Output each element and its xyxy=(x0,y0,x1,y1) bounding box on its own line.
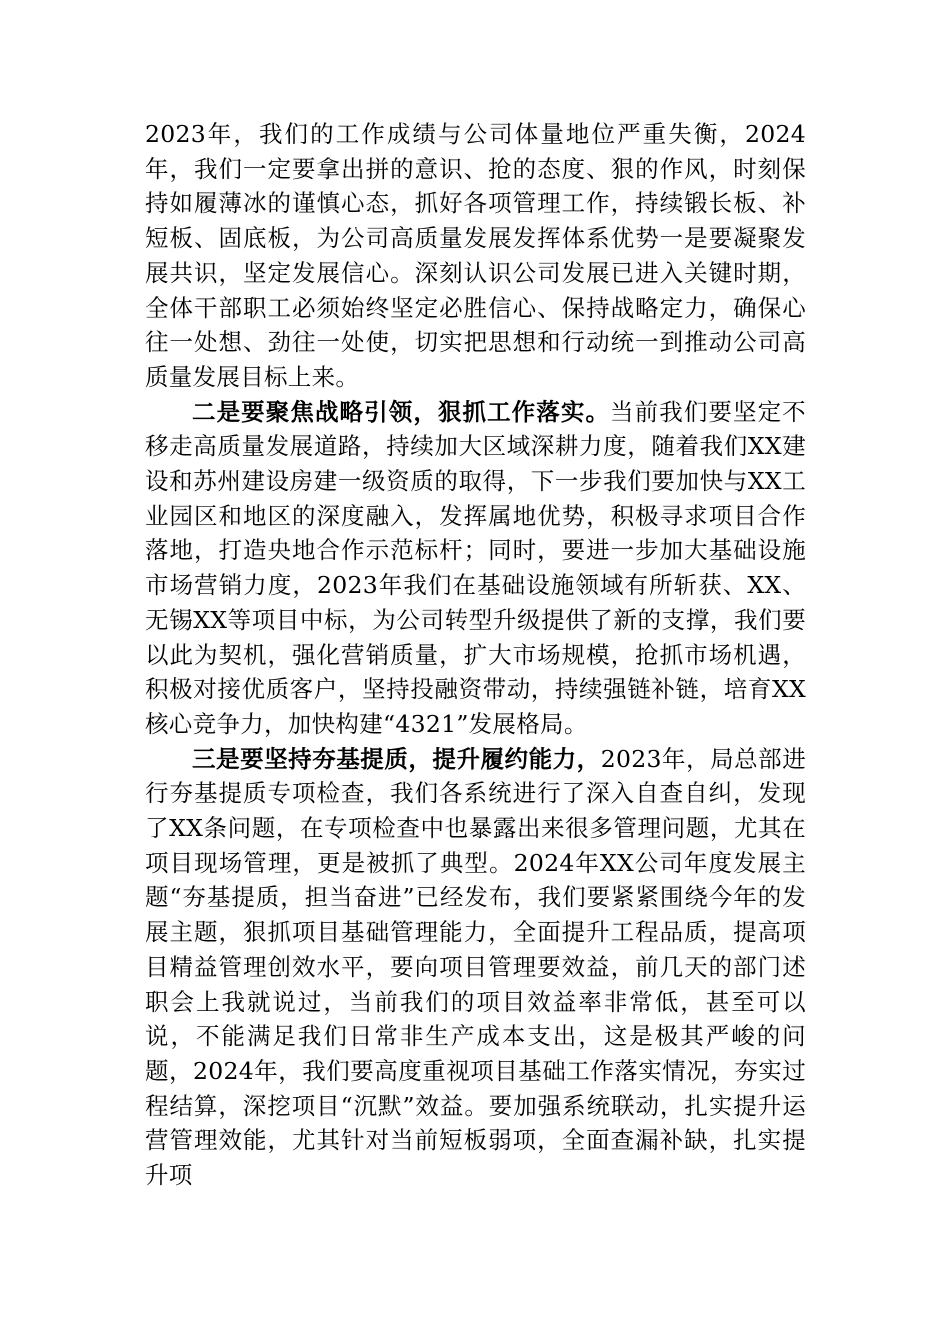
paragraph-intro-body: 2023年，我们的工作成绩与公司体量地位严重失衡，2024年，我们一定要拿出拼的意识、抢的态度、狠的作风，时刻保持如履薄冰的谨慎心态，抓好各项管理工作，持续锻长板、补短板、固底板，为公司高质量发展发挥体系优势一是要凝聚发展共识，坚定发展信心。深刻认识公司发展已进入关键时期，全体干部职工必须始终坚定必胜信心、保持战略定力，确保心往一处想、劲往一处使，切实把思想和行动统一到推动公司高质量发展目标上来。 xyxy=(145,120,806,391)
paragraph-strategy-heading: 二是要聚焦战略引领，狠抓工作落实。 xyxy=(192,397,611,426)
paragraph-quality-body: 2023年，局总部进行夯基提质专项检查，我们各系统进行了深入自查自纠，发现了XX条问题，在专项检查中也暴露出来很多管理问题，尤其在项目现场管理，更是被抓了典型。2024年XX公司年度发展主题“夯基提质，担当奋进”已经发布，我们要紧紧围绕今年的发展主题，狠抓项目基础管理能力，全面提升工程品质，提高项目精益管理创效水平，要向项目管理要效益，前几天的部门述职会上我就说过，当前我们的项目效益率非常低，甚至可以说，不能满足我们日常非生产成本支出，这是极其严峻的问题，2024年，我们要高度重视项目基础工作落实情况，夯实过程结算，深挖项目“沉默”效益。要加强系统联动，扎实提升运营管理效能，尤其针对当前短板弱项，全面查漏补缺，扎实提升项 xyxy=(145,744,806,1190)
paragraph-quality xyxy=(145,742,806,1193)
document-page xyxy=(145,117,806,1193)
paragraph-strategy xyxy=(145,395,806,742)
paragraph-intro xyxy=(145,117,806,395)
paragraph-strategy-body: 当前我们要坚定不移走高质量发展道路，持续加大区域深耕力度，随着我们XX建设和苏州建设房建一级资质的取得，下一步我们要加快与XX工业园区和地区的深度融入，发挥属地优势，积极寻求项目合作落地，打造央地合作示范标杆；同时，要进一步加大基础设施市场营销力度，2023年我们在基础设施领域有所斩获、XX、无锡XX等项目中标，为公司转型升级提供了新的支撑，我们要以此为契机，强化营销质量，扩大市场规模，抢抓市场机遇，积极对接优质客户，坚持投融资带动，持续强链补链，培育XX核心竞争力，加快构建“4321”发展格局。 xyxy=(145,397,806,738)
paragraph-quality-heading: 三是要坚持夯基提质，提升履约能力， xyxy=(192,744,601,773)
